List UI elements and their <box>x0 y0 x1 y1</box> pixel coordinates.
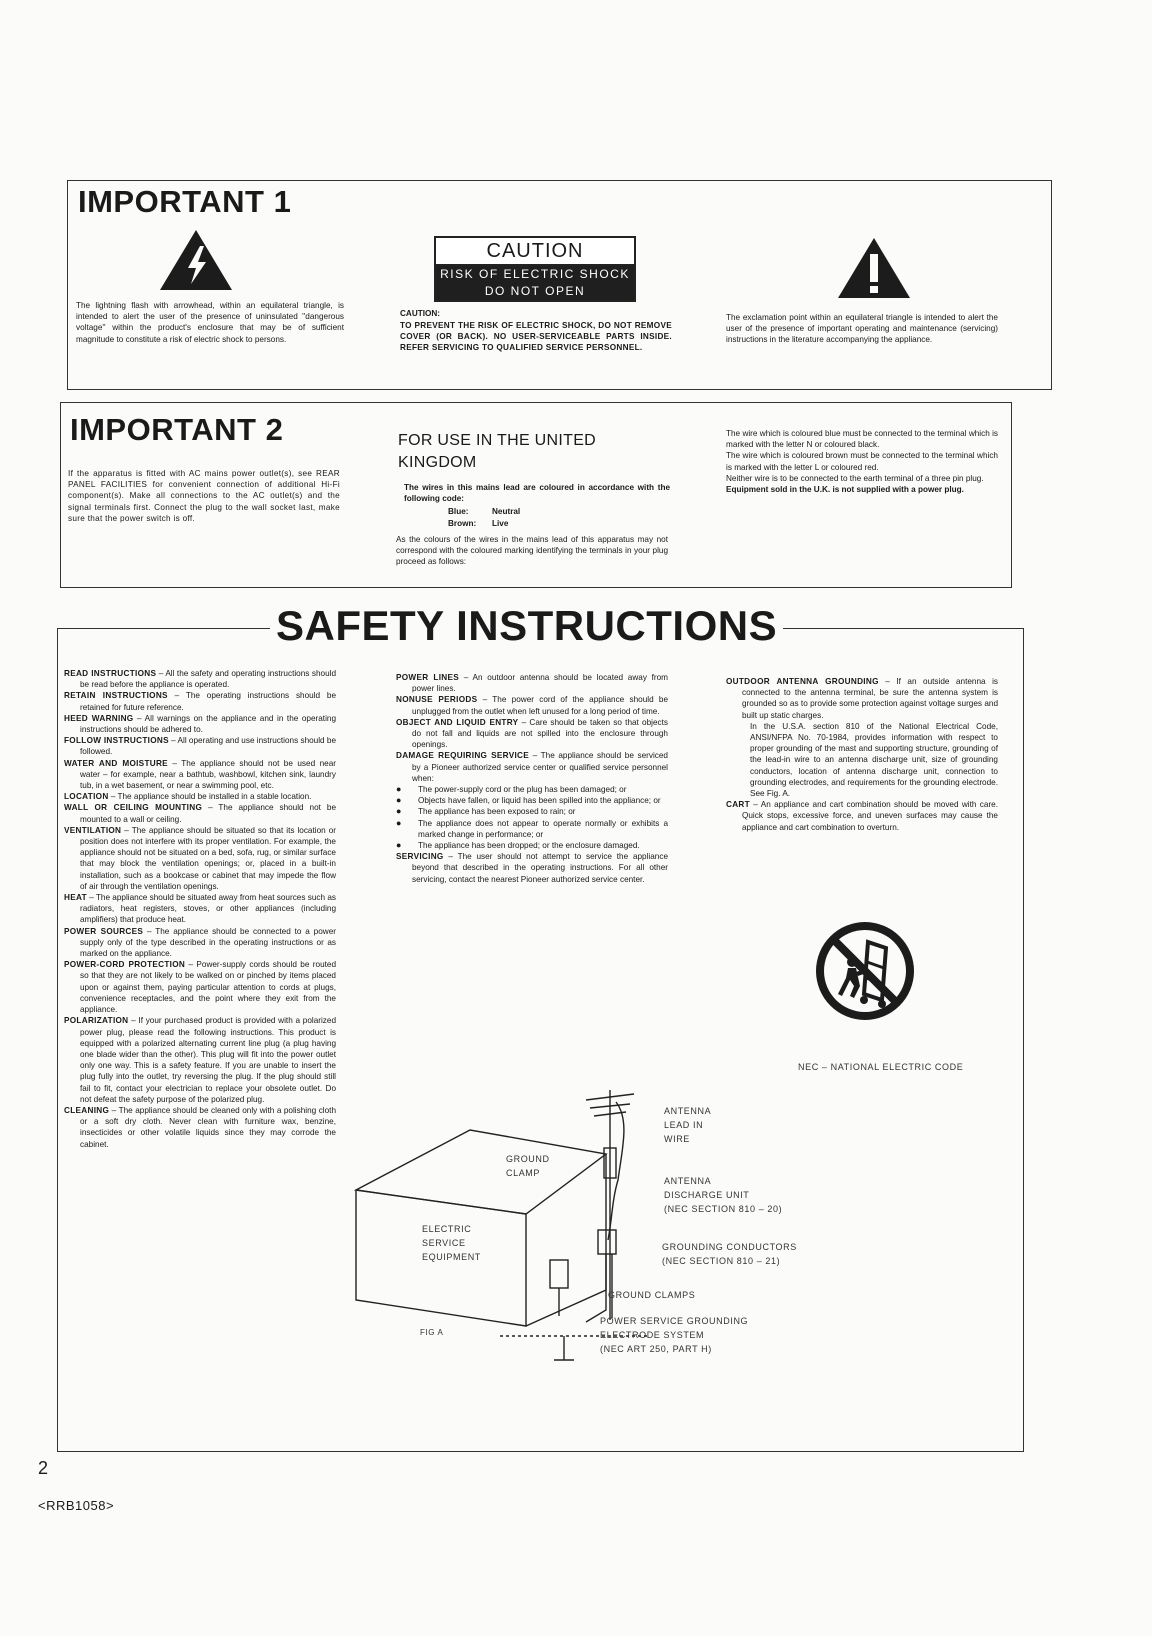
safety-instructions-title: SAFETY INSTRUCTIONS <box>270 602 783 650</box>
caution-heading: CAUTION: <box>400 309 441 318</box>
label-electric-service: ELECTRIC SERVICE EQUIPMENT <box>422 1224 481 1262</box>
instruction-wall-mounting: WALL OR CEILING MOUNTING – The appliance should not be mounted to a wall or ceiling. <box>64 803 336 824</box>
blue-label: Blue: <box>448 507 469 516</box>
label-discharge-unit: ANTENNA DISCHARGE UNIT (NEC SECTION 810 – 20) <box>664 1176 783 1214</box>
instruction-heat: HEAT – The appliance should be situated away from heat sources such as radiators, heat registers, stoves, or other appliances (including amplifiers) that produce heat. <box>64 893 336 925</box>
caution-text: TO PREVENT THE RISK OF ELECTRIC SHOCK, DO NOT REMOVE COVER (OR BACK). NO USER-SERVICEABLE PARTS INSIDE. REFER SERVICING TO QUALIFIED SERVICE PERSONNEL. <box>400 321 672 353</box>
label-grounding-conductors: GROUNDING CONDUCTORS (NEC SECTION 810 – 21) <box>662 1242 797 1266</box>
instruction-power-sources: POWER SOURCES – The appliance should be connected to a power supply only of the type described in the operating instructions or as marked on the appliance. <box>64 926 336 959</box>
figure-a-label: FIG A <box>420 1328 444 1337</box>
important-1-title: IMPORTANT 1 <box>78 184 292 219</box>
page-number: 2 <box>38 1458 49 1478</box>
list-item: ● The appliance has been dropped; or the enclosure damaged. <box>396 840 668 851</box>
wiring-earth-text: Neither wire is to be connected to the earth terminal of a three pin plug. <box>726 473 984 483</box>
list-item: ● The appliance has been exposed to rain; or <box>396 806 668 817</box>
exclamation-warning-icon <box>836 236 912 300</box>
damage-condition-list <box>396 784 668 851</box>
uk-intro: The wires in this mains lead are coloured in accordance with the following code: <box>404 483 670 504</box>
instruction-power-cord: POWER-CORD PROTECTION – Power-supply cords should be routed so that they are not likely to be walked on or pinched by items placed upon or against them, paying particular attention to cords at plugs, convenience receptacles, and the point where they exit from the appliance. <box>64 960 337 1015</box>
label-antenna-lead-in: ANTENNA LEAD IN WIRE <box>664 1106 712 1144</box>
instruction-follow: FOLLOW INSTRUCTIONS – All operating and use instructions should be followed. <box>64 736 337 757</box>
instruction-damage-service: DAMAGE REQUIRING SERVICE – The appliance should be serviced by a Pioneer authorized service center or qualified service personnel when: <box>396 751 668 783</box>
uk-paragraph: As the colours of the wires in the mains lead of this apparatus may not correspond with the coloured marking identifying the terminals in your plug proceed as follows: <box>396 535 668 567</box>
caution-risk-text: RISK OF ELECTRIC SHOCK <box>436 266 634 283</box>
instruction-retain: RETAIN INSTRUCTIONS – The operating instructions should be retained for future reference. <box>64 691 336 712</box>
lightning-warning-icon <box>158 228 234 292</box>
label-ground-clamp: GROUND CLAMP <box>506 1154 550 1178</box>
safety-column-1 <box>64 668 336 1150</box>
safety-column-2 <box>396 672 668 885</box>
instruction-read: READ INSTRUCTIONS – All the safety and operating instructions should be read before the appliance is operated. <box>64 669 336 690</box>
caution-label <box>434 236 636 302</box>
exclamation-warning-text: The exclamation point within an equilateral triangle is intended to alert the user of the presence of important operating and maintenance (servicing) instructions in the literature accompanying the appliance. <box>726 313 998 345</box>
brown-value: Live <box>492 519 509 528</box>
list-item: ● The appliance does not appear to operate normally or exhibits a marked change in performance; or <box>396 818 668 840</box>
instruction-water: WATER AND MOISTURE – The appliance should not be used near water – for example, near a bathtub, washbowl, kitchen sink, laundry tub, in a wet basement, or near a swimming pool, etc. <box>64 758 336 791</box>
uk-title: FOR USE IN THE UNITED KINGDOM <box>398 432 597 471</box>
instruction-cart: CART – An appliance and cart combination should be moved with care. Quick stops, excessive force, and uneven surfaces may cause the appliance and cart combination to overturn. <box>726 800 998 832</box>
nec-legend: NEC – NATIONAL ELECTRIC CODE <box>798 1062 964 1072</box>
safety-column-3 <box>726 676 998 833</box>
instruction-cleaning: CLEANING – The appliance should be cleaned only with a polishing cloth or a soft dry cloth. Never clean with furniture wax, benzine, insecticides or other volatile liquids since they may corrode the cabinet. <box>64 1105 336 1149</box>
list-item: ● The power-supply cord or the plug has been damaged; or <box>396 784 668 795</box>
instruction-heed-warning: HEED WARNING – All warnings on the appliance and in the operating instructions should be adhered to. <box>64 713 336 735</box>
list-item: ● Objects have fallen, or liquid has been spilled into the appliance; or <box>396 795 668 806</box>
instruction-nonuse: NONUSE PERIODS – The power cord of the appliance should be unplugged from the outlet when left unused for a long period of time. <box>396 695 668 716</box>
label-power-service-grounding: POWER SERVICE GROUNDING ELECTRODE SYSTEM (NEC ART 250, PART H) <box>600 1316 749 1354</box>
nec-reference-text: In the U.S.A. section 810 of the National Electrical Code, ANSI/NFPA No. 70-1984, provides information with respect to proper grounding of the mast and supporting structure, grounding of the lead-in wire to an antenna discharge unit, size of grounding conductors, location of antenna discharge unit, connection to grounding electrodes, and requirements for the grounding electrode. See Fig. A. <box>750 721 998 799</box>
uk-brown-row <box>448 518 508 529</box>
label-ground-clamps: GROUND CLAMPS <box>608 1290 696 1300</box>
instruction-ventilation: VENTILATION – The appliance should be situated so that its location or position does not interfere with its proper ventilation. For example, the appliance should not be situated on a bed, sofa, rug, or similar surface that may block the ventilation openings; or, placed in a built-in installation, such as a bookcase or cabinet that may impede the flow of air through the ventilation openings. <box>64 825 336 891</box>
wiring-brown-text: The wire which is coloured brown must be connected to the terminal which is marked with the letter L or coloured red. <box>726 451 998 472</box>
important-2-left-text: If the apparatus is fitted with AC mains power outlet(s), see REAR PANEL FACILITIES for convenient connection of additional Hi-Fi component(s). Make all connections to the AC outlet(s) and the signal terminals first. Connect the plug to the wall socket last, make sure that the power switch is off. <box>68 469 340 523</box>
lightning-warning-text: The lightning flash with arrowhead, within an equilateral triangle, is intended to alert the user of the presence of uninsulated ''dangerous voltage'' within the product's enclosure that may be of sufficient magnitude to constitute a risk of electric shock to persons. <box>76 301 344 344</box>
blue-value: Neutral <box>492 507 521 516</box>
brown-label: Brown: <box>448 519 477 528</box>
instruction-power-lines: POWER LINES – An outdoor antenna should be located away from power lines. <box>396 673 668 694</box>
wiring-plug-note: Equipment sold in the U.K. is not supplied with a power plug. <box>726 485 964 495</box>
document-code: <RRB1058> <box>38 1498 115 1513</box>
caution-do-not-open: DO NOT OPEN <box>436 283 634 300</box>
important-2-title: IMPORTANT 2 <box>70 412 284 447</box>
caution-word: CAUTION <box>436 238 634 266</box>
instruction-object-liquid: OBJECT AND LIQUID ENTRY – Care should be taken so that objects do not fall and liquids are not spilled into the enclosure through openings. <box>396 717 668 750</box>
uk-wiring-instructions <box>726 428 998 495</box>
instruction-servicing: SERVICING – The user should not attempt to service the appliance beyond that described in the operating instructions. For all other servicing, contact the nearest Pioneer authorized service center. <box>396 852 668 884</box>
instruction-polarization: POLARIZATION – If your purchased product is provided with a polarized power plug, please read the following instructions. This product is equipped with a polarized alternating current line plug (a plug having one blade wider than the other). This plug will fit into the power outlet only one way. This is a safety feature. If you are unable to insert the plug fully into the outlet, try reversing the plug. If the plug should still fail to fit, contact your electrician to replace your obsolete outlet. Do not defeat the safety purpose of the polarized plug. <box>64 1016 336 1104</box>
instruction-location: LOCATION – The appliance should be installed in a stable location. <box>64 792 312 802</box>
instruction-antenna-grounding: OUTDOOR ANTENNA GROUNDING – If an outside antenna is connected to the antenna terminal, be sure the antenna system is grounded so as to provide some protection against voltage surges and built up static charges. <box>726 677 998 720</box>
wiring-blue-text: The wire which is coloured blue must be connected to the terminal which is marked with the letter N or coloured black. <box>726 429 998 450</box>
uk-blue-row <box>448 506 520 517</box>
cart-tipover-warning-icon <box>812 918 918 1024</box>
